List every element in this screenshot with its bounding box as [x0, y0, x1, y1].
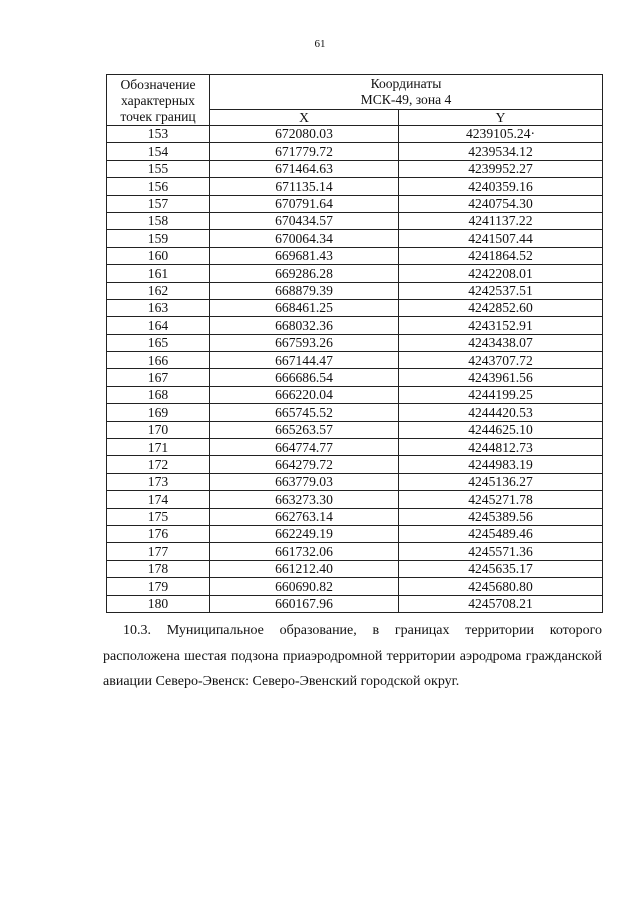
cell-point: 160 — [107, 247, 210, 264]
cell-y: 4242208.01 — [399, 265, 603, 282]
cell-point: 155 — [107, 160, 210, 177]
cell-x: 661732.06 — [210, 543, 399, 560]
cell-y: 4243438.07 — [399, 334, 603, 351]
table-row — [107, 265, 603, 282]
cell-x: 671135.14 — [210, 178, 399, 195]
cell-x: 668879.39 — [210, 282, 399, 299]
table-row — [107, 247, 603, 264]
cell-y: 4245708.21 — [399, 595, 603, 612]
table-row — [107, 386, 603, 403]
cell-y: 4239952.27 — [399, 160, 603, 177]
cell-x: 668461.25 — [210, 299, 399, 316]
cell-point: 175 — [107, 508, 210, 525]
header-coordinates — [210, 75, 603, 110]
table-row — [107, 212, 603, 229]
table-row — [107, 404, 603, 421]
cell-point: 154 — [107, 143, 210, 160]
cell-x: 670064.34 — [210, 230, 399, 247]
cell-point: 168 — [107, 386, 210, 403]
cell-y: 4245635.17 — [399, 560, 603, 577]
cell-x: 670434.57 — [210, 212, 399, 229]
header-x: X — [210, 110, 399, 126]
cell-x: 670791.64 — [210, 195, 399, 212]
cell-x: 665263.57 — [210, 421, 399, 438]
page-number: 61 — [314, 38, 326, 50]
cell-x: 669681.43 — [210, 247, 399, 264]
cell-y: 4245489.46 — [399, 525, 603, 542]
table-row — [107, 160, 603, 177]
cell-x: 668032.36 — [210, 317, 399, 334]
cell-point: 169 — [107, 404, 210, 421]
cell-y: 4241864.52 — [399, 247, 603, 264]
cell-point: 166 — [107, 352, 210, 369]
cell-y: 4241137.22 — [399, 212, 603, 229]
table-body — [107, 126, 603, 613]
cell-x: 671464.63 — [210, 160, 399, 177]
cell-point: 172 — [107, 456, 210, 473]
cell-point: 161 — [107, 265, 210, 282]
header-point-label: Обозначение характерных точек границ — [107, 75, 210, 126]
cell-x: 664279.72 — [210, 456, 399, 473]
cell-y: 4240754.30 — [399, 195, 603, 212]
table-row — [107, 195, 603, 212]
table-row — [107, 473, 603, 490]
cell-x: 662763.14 — [210, 508, 399, 525]
cell-x: 671779.72 — [210, 143, 399, 160]
cell-x: 666686.54 — [210, 369, 399, 386]
cell-y: 4244983.19 — [399, 456, 603, 473]
table-row — [107, 560, 603, 577]
cell-y: 4243961.56 — [399, 369, 603, 386]
cell-x: 672080.03 — [210, 126, 399, 143]
cell-point: 171 — [107, 439, 210, 456]
cell-point: 158 — [107, 212, 210, 229]
cell-x: 666220.04 — [210, 386, 399, 403]
cell-x: 667593.26 — [210, 334, 399, 351]
cell-point: 162 — [107, 282, 210, 299]
cell-point: 180 — [107, 595, 210, 612]
table-row — [107, 317, 603, 334]
table-row — [107, 456, 603, 473]
cell-y: 4240359.16 — [399, 178, 603, 195]
table-row — [107, 369, 603, 386]
cell-x: 662249.19 — [210, 525, 399, 542]
table-row — [107, 178, 603, 195]
cell-x: 667144.47 — [210, 352, 399, 369]
table-row — [107, 421, 603, 438]
table-row — [107, 143, 603, 160]
table-row — [107, 282, 603, 299]
cell-point: 163 — [107, 299, 210, 316]
cell-y: 4244199.25 — [399, 386, 603, 403]
cell-y: 4243152.91 — [399, 317, 603, 334]
header-coordinates-system: МСК-49, зона 4 — [360, 92, 452, 107]
cell-y: 4245271.78 — [399, 491, 603, 508]
table-row — [107, 352, 603, 369]
header-coordinates-title: Координаты — [370, 76, 442, 91]
cell-y: 4243707.72 — [399, 352, 603, 369]
cell-point: 177 — [107, 543, 210, 560]
table-row — [107, 299, 603, 316]
cell-x: 660167.96 — [210, 595, 399, 612]
cell-point: 165 — [107, 334, 210, 351]
cell-point: 176 — [107, 525, 210, 542]
table-row — [107, 543, 603, 560]
header-y: Y — [399, 110, 603, 126]
cell-point: 159 — [107, 230, 210, 247]
cell-y: 4245571.36 — [399, 543, 603, 560]
cell-point: 173 — [107, 473, 210, 490]
cell-point: 156 — [107, 178, 210, 195]
cell-point: 153 — [107, 126, 210, 143]
cell-x: 665745.52 — [210, 404, 399, 421]
table-row — [107, 595, 603, 612]
cell-y: 4245389.56 — [399, 508, 603, 525]
cell-x: 663779.03 — [210, 473, 399, 490]
cell-y: 4239534.12 — [399, 143, 603, 160]
cell-y: 4245136.27 — [399, 473, 603, 490]
table-row — [107, 508, 603, 525]
cell-x: 660690.82 — [210, 578, 399, 595]
cell-x: 664774.77 — [210, 439, 399, 456]
table-row — [107, 439, 603, 456]
table-row — [107, 491, 603, 508]
cell-y: 4245680.80 — [399, 578, 603, 595]
cell-y: 4242852.60 — [399, 299, 603, 316]
cell-x: 663273.30 — [210, 491, 399, 508]
cell-y: 4239105.24· — [399, 126, 603, 143]
cell-point: 179 — [107, 578, 210, 595]
cell-x: 669286.28 — [210, 265, 399, 282]
paragraph-10-3: 10.3. Муниципальное образование, в границах территории которого расположена шестая подзона приаэродромной территории аэродрома гражданской авиации Северо-Эвенск: Северо-Эвенский городской округ. — [103, 623, 602, 689]
cell-point: 164 — [107, 317, 210, 334]
cell-point: 170 — [107, 421, 210, 438]
cell-y: 4244420.53 — [399, 404, 603, 421]
coordinates-table — [106, 74, 603, 613]
cell-y: 4242537.51 — [399, 282, 603, 299]
table-row — [107, 334, 603, 351]
table-row — [107, 230, 603, 247]
cell-y: 4241507.44 — [399, 230, 603, 247]
cell-point: 167 — [107, 369, 210, 386]
cell-point: 174 — [107, 491, 210, 508]
cell-y: 4244812.73 — [399, 439, 603, 456]
cell-y: 4244625.10 — [399, 421, 603, 438]
cell-point: 157 — [107, 195, 210, 212]
table-row — [107, 525, 603, 542]
table-row — [107, 126, 603, 143]
cell-x: 661212.40 — [210, 560, 399, 577]
table-row — [107, 578, 603, 595]
cell-point: 178 — [107, 560, 210, 577]
